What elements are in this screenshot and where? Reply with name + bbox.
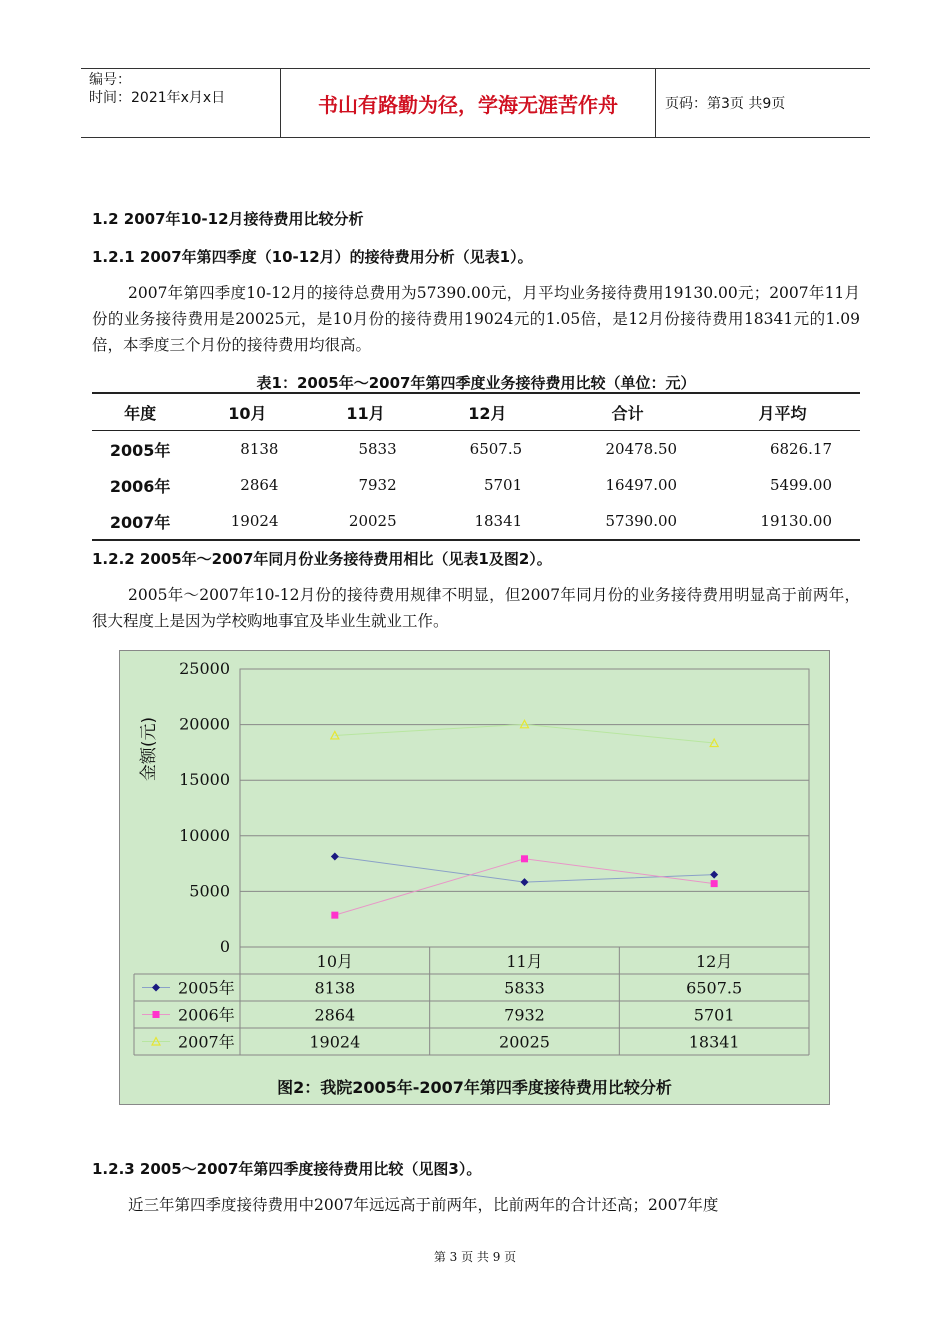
table-cell: 7932: [358, 476, 397, 494]
table-cell: 19024: [188, 503, 306, 540]
page-header: [81, 68, 870, 138]
data-label: 6507.5: [686, 978, 743, 998]
y-tick-label: 5000: [189, 881, 230, 901]
data-label: 18341: [688, 1032, 740, 1052]
paragraph-1-2-1: [92, 280, 860, 358]
header-page-info: 页码：第3页 共9页: [665, 96, 786, 112]
data-point: [711, 880, 718, 887]
data-label: 19024: [309, 1032, 361, 1052]
data-label: 20025: [499, 1032, 550, 1052]
table-cell: 16497.00: [605, 476, 678, 494]
table-header-cell: 合计: [550, 393, 705, 431]
date-label: 时间：2021年x月x日: [89, 90, 226, 106]
section-heading-1-2: 1.2 2007年10-12月接待费用比较分析: [92, 210, 364, 228]
table-cell-year: 2007年: [92, 503, 188, 540]
code-label: 编号：: [89, 72, 131, 88]
table-header-row: [92, 393, 860, 431]
table-cell: 5499.00: [769, 476, 832, 494]
data-label: 5701: [693, 1005, 735, 1025]
y-tick-label: 25000: [179, 659, 230, 678]
y-tick-label: 10000: [179, 825, 230, 845]
table-cell: 57390.00: [550, 503, 705, 540]
table-cell: 6507.5: [469, 440, 523, 458]
data-label: 5833: [504, 978, 545, 998]
table-header-cell: 10月: [188, 393, 306, 431]
table-header-cell: 12月: [425, 393, 551, 431]
data-point: [331, 912, 338, 919]
paragraph-1-2-2: [92, 582, 860, 634]
paragraph-1-2-3-text: 近三年第四季度接待费用中2007年远远高于前两年，比前两年的合计还高；2007年度: [128, 1196, 719, 1214]
table-cell: 19130.00: [705, 503, 860, 540]
table-cell: 20478.50: [605, 440, 678, 458]
legend-label: 2007年: [178, 1032, 235, 1052]
x-tick-label: 12月: [695, 952, 733, 971]
table-row: [92, 503, 860, 540]
x-tick-label: 10月: [316, 952, 354, 971]
paragraph-1-2-1-text: 2007年第四季度10-12月的接待总费用为57390.00元，月平均业务接待费用19130.00元；2007年11月份的业务接待费用是20025元，是10月份的接待费用19024元的1.05倍，是12月份接待费用18341元的1.09倍，本季度三个月份的接待费用均很高。: [92, 284, 860, 354]
x-tick-label: 11月: [506, 952, 543, 971]
data-label: 8138: [314, 978, 356, 998]
table-cell: 6826.17: [769, 440, 832, 458]
section-heading-1-2-2: 1.2.2 2005年～2007年同月份业务接待费用相比（见表1及图2）。: [92, 550, 552, 568]
data-label: 7932: [504, 1005, 545, 1025]
data-point: [521, 855, 528, 862]
chart-caption: 图2：我院2005年-2007年第四季度接待费用比较分析: [277, 1078, 672, 1097]
table-cell: 20025: [306, 503, 424, 540]
table-cell-year: 2006年: [109, 476, 171, 496]
table-cell: 18341: [425, 503, 551, 540]
table-row: [92, 467, 860, 503]
table-header-cell: 月平均: [705, 393, 860, 431]
table-cell-year: 2005年: [109, 440, 171, 460]
legend-marker: [152, 984, 160, 992]
table-cell: 5833: [358, 440, 397, 458]
table-caption: 表1：2005年～2007年第四季度业务接待费用比较（单位：元）: [256, 374, 696, 392]
table-header-cell: 年度: [92, 393, 188, 431]
legend-label: 2005年: [178, 978, 235, 998]
table-cell: 8138: [240, 440, 279, 458]
header-meta: [81, 69, 281, 137]
table-cell: 2864: [240, 476, 279, 494]
page-footer: 第 3 页 共 9 页: [433, 1250, 517, 1264]
table-header-cell: 11月: [306, 393, 424, 431]
header-motto: 书山有路勤为径，学海无涯苦作舟: [281, 69, 656, 137]
section-heading-1-2-1: 1.2.1 2007年第四季度（10-12月）的接待费用分析（见表1）。: [92, 248, 533, 266]
data-label: 2864: [314, 1005, 356, 1025]
table-cell: 5701: [483, 476, 523, 494]
table-row: [92, 431, 860, 468]
expense-table: [92, 392, 860, 541]
section-heading-1-2-3: 1.2.3 2005～2007年第四季度接待费用比较（见图3）。: [92, 1160, 482, 1178]
y-axis-label: 金额(元): [139, 716, 159, 782]
paragraph-1-2-3: [92, 1192, 860, 1218]
legend-label: 2006年: [178, 1005, 235, 1025]
chart-figure: [119, 650, 830, 1105]
y-tick-label: 0: [219, 937, 230, 956]
plot-area: [240, 669, 809, 947]
y-tick-label: 15000: [179, 770, 230, 790]
y-tick-label: 20000: [179, 714, 230, 734]
legend-marker: [153, 1011, 160, 1018]
paragraph-1-2-2-text: 2005年～2007年10-12月份的接待费用规律不明显，但2007年同月份的业务接待费用明显高于前两年，很大程度上是因为学校购地事宜及毕业生就业工作。: [92, 586, 860, 630]
line-chart: [120, 651, 831, 1106]
